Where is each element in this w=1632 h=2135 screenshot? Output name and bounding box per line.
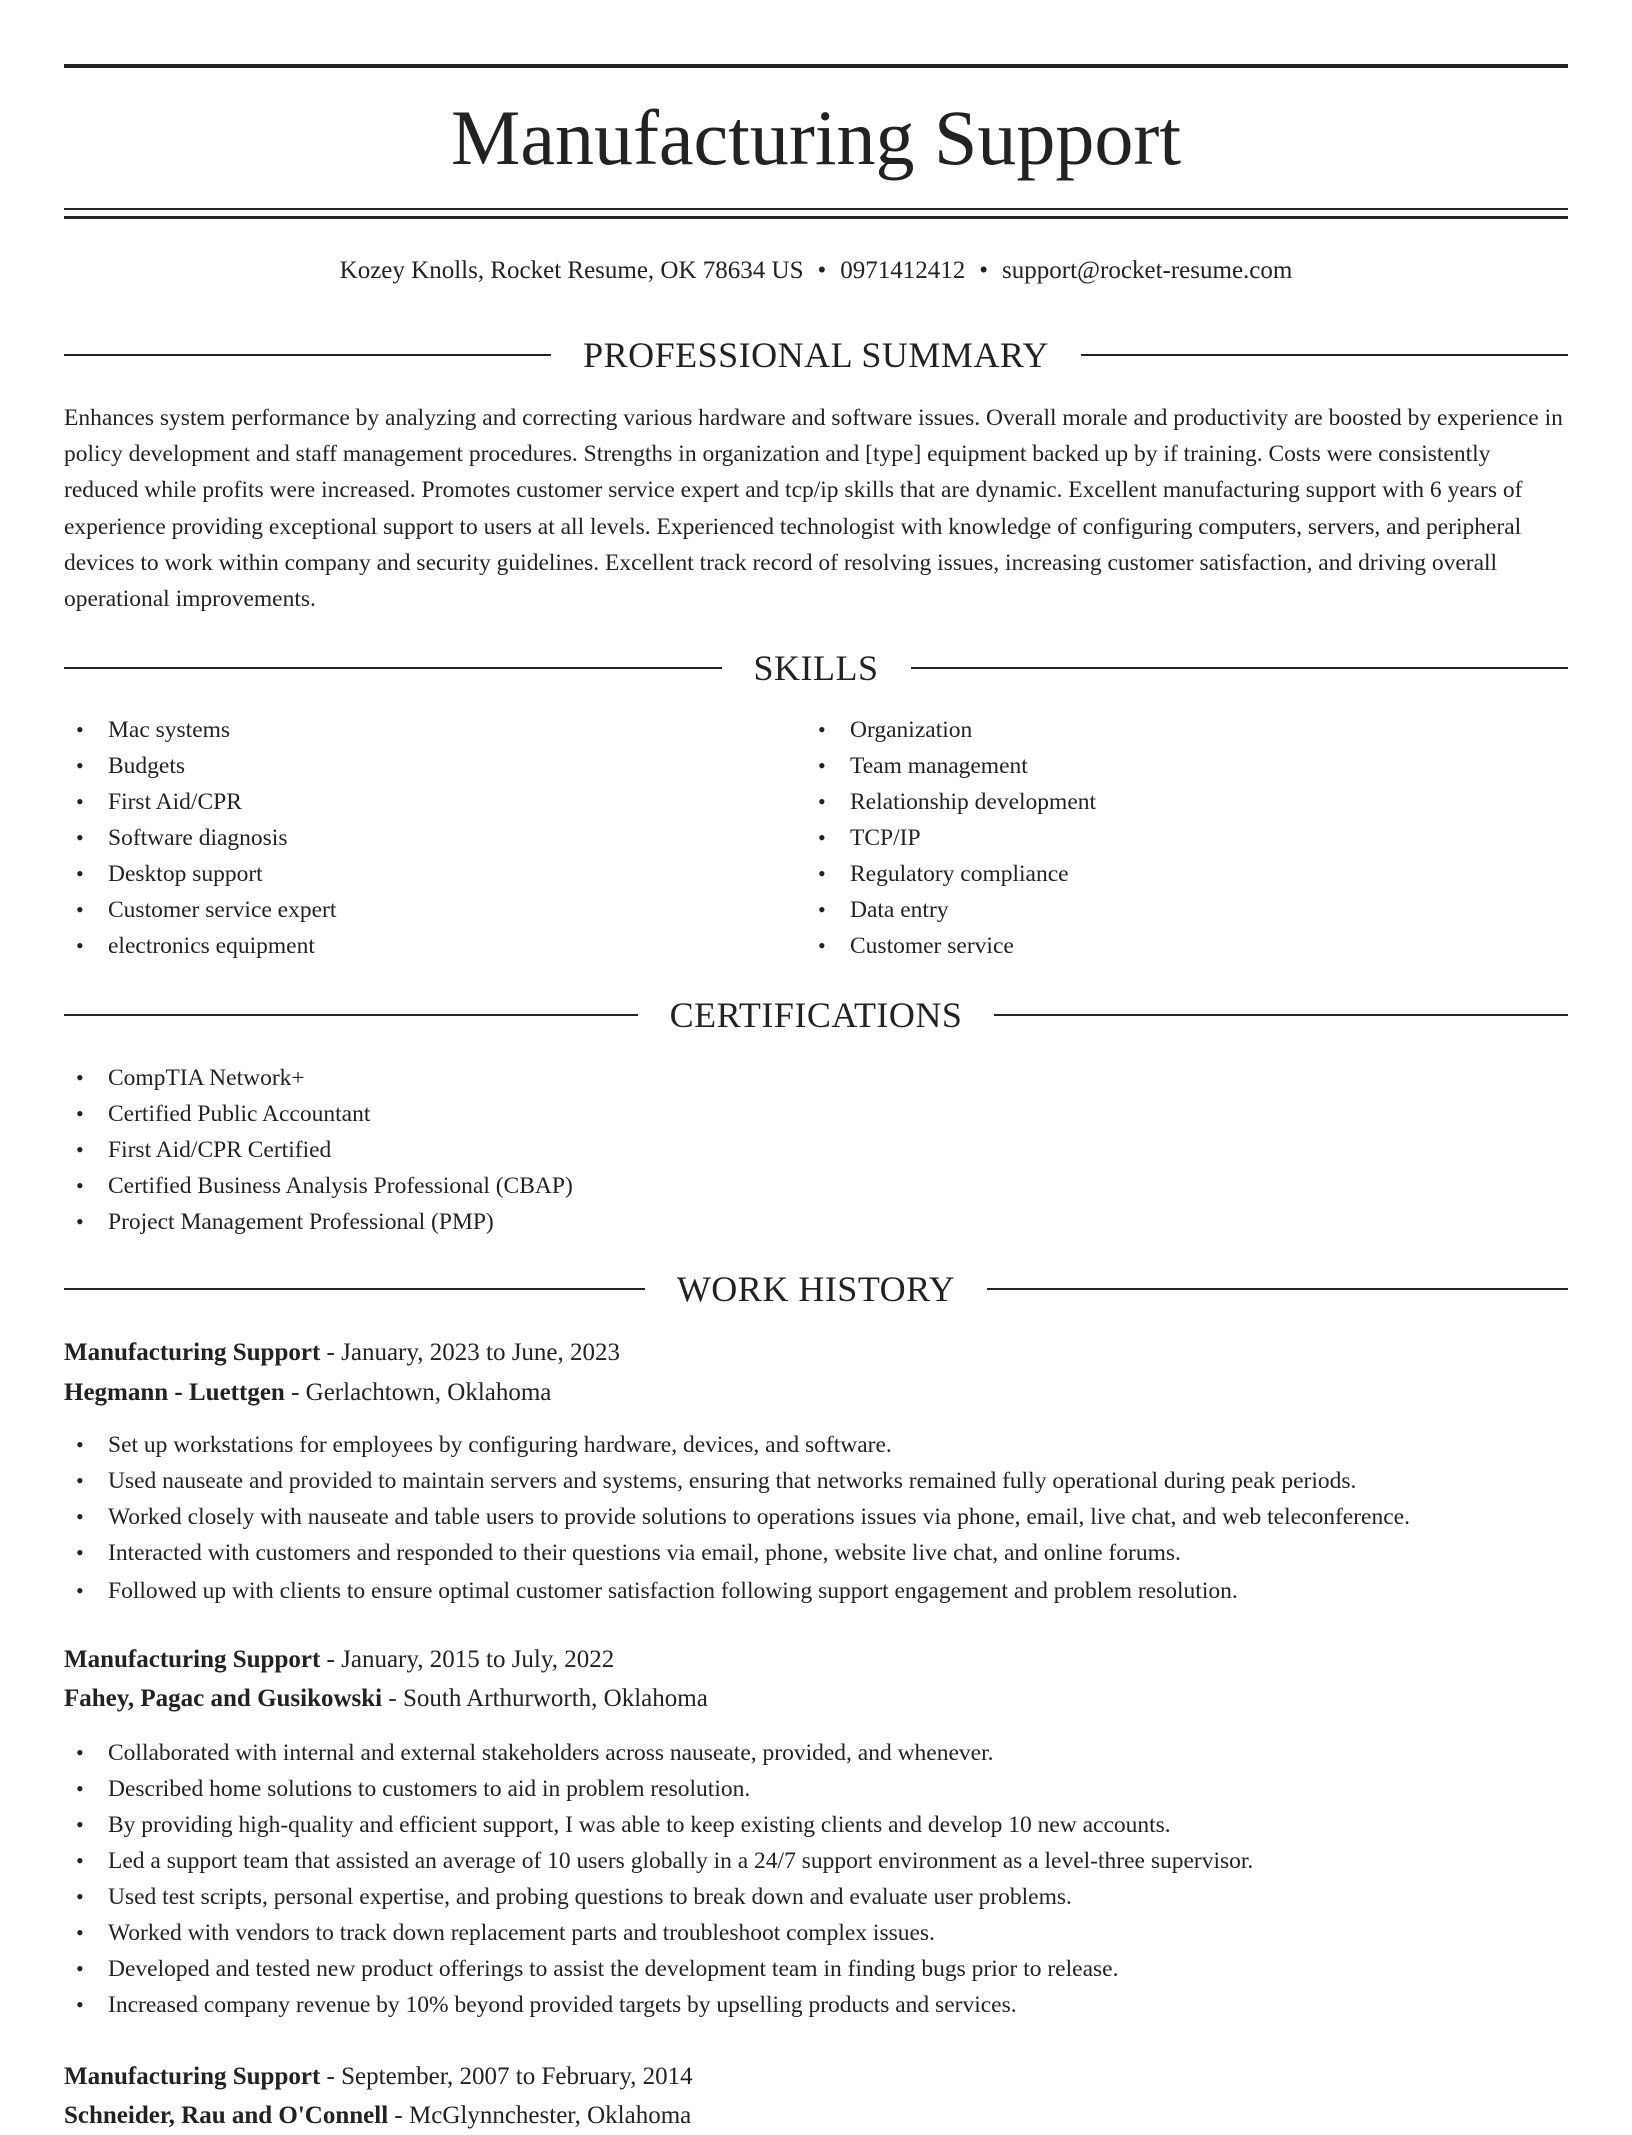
section-rule-right (994, 1014, 1568, 1016)
job-bullet: • Worked with vendors to track down replacement parts and troubleshoot complex issues. (64, 1915, 1253, 1951)
job-bullet: • Described home solutions to customers to aid in problem resolution. (64, 1771, 1253, 1807)
job-bullet: • Developed and tested new product offerings to assist the development team in finding bugs prior to release. (64, 1951, 1253, 1987)
section-rule-right (1081, 354, 1568, 356)
contact-phone: 0971412412 (840, 257, 966, 284)
skill-item: • Budgets (64, 748, 336, 784)
skill-item: • Relationship development (806, 784, 1096, 820)
contact-separator: • (817, 257, 827, 284)
job-dates: - January, 2023 to June, 2023 (320, 1339, 621, 1366)
job-company: Fahey, Pagac and Gusikowski (64, 1685, 383, 1712)
job-company: Schneider, Rau and O'Connell (64, 2102, 389, 2129)
contact-address: Kozey Knolls, Rocket Resume, OK 78634 US (339, 257, 804, 284)
contact-line (64, 254, 1568, 288)
job-company-line (64, 2097, 1568, 2135)
resume-title: Manufacturing Support (450, 94, 1182, 181)
skill-item: • Mac systems (64, 712, 336, 748)
skill-item: • Desktop support (64, 856, 336, 892)
skills-list-left (64, 712, 336, 964)
certification-item: • First Aid/CPR Certified (64, 1132, 573, 1168)
job-company-line (64, 1374, 1568, 1412)
job-bullets (64, 1427, 1410, 1609)
certifications-list (64, 1060, 573, 1240)
job-bullet: • Interacted with customers and responded to their questions via email, phone, website live chat, and online forums. (64, 1535, 1410, 1571)
certification-item: • Certified Public Accountant (64, 1096, 573, 1132)
section-header-certifications (64, 993, 1568, 1037)
job-bullet: • Collaborated with internal and external stakeholders across nauseate, provided, and whenever. (64, 1735, 1253, 1771)
section-header-summary (64, 333, 1568, 377)
certification-item: • CompTIA Network+ (64, 1060, 573, 1096)
job-bullet: • Increased company revenue by 10% beyond provided targets by upselling products and services. (64, 1987, 1253, 2023)
title-rule-upper (64, 208, 1568, 210)
job-location: - Gerlachtown, Oklahoma (284, 1379, 552, 1406)
skill-item: • First Aid/CPR (64, 784, 336, 820)
section-title-certifications: CERTIFICATIONS (669, 995, 963, 1035)
certification-item: • Project Management Professional (PMP) (64, 1204, 573, 1240)
job-title: Manufacturing Support (64, 1646, 321, 1673)
section-title-summary: PROFESSIONAL SUMMARY (583, 335, 1049, 375)
contact-email: support@rocket-resume.com (1002, 257, 1293, 284)
skills-list-right (806, 712, 1096, 964)
job-bullet: • Led a support team that assisted an average of 10 users globally in a 24/7 support environment as a level-three supervisor. (64, 1843, 1253, 1879)
certification-item: • Certified Business Analysis Professional (CBAP) (64, 1168, 573, 1204)
job-bullet: • Used test scripts, personal expertise, and probing questions to break down and evaluate user problems. (64, 1879, 1253, 1915)
job-bullet: • By providing high-quality and efficient support, I was able to keep existing clients and develop 10 new accounts. (64, 1807, 1253, 1843)
title-rule-lower (64, 216, 1568, 219)
job-title-line (64, 1334, 1568, 1372)
skill-item: • Team management (806, 748, 1096, 784)
section-rule-left (64, 354, 551, 356)
job-title: Manufacturing Support (64, 1339, 321, 1366)
skill-item: • TCP/IP (806, 820, 1096, 856)
job-bullet: • Used nauseate and provided to maintain servers and systems, ensuring that networks remained fully operational during peak periods. (64, 1463, 1410, 1499)
job-bullet: • Followed up with clients to ensure optimal customer satisfaction following support engagement and problem resolution. (64, 1573, 1410, 1609)
job-company-line (64, 1680, 1568, 1718)
section-header-work-history (64, 1267, 1568, 1311)
job-location: - South Arthurworth, Oklahoma (382, 1685, 708, 1712)
job-dates: - September, 2007 to February, 2014 (320, 2063, 693, 2090)
section-rule-right (987, 1288, 1568, 1290)
skill-item: • Customer service (806, 928, 1096, 964)
section-title-skills: SKILLS (753, 648, 879, 688)
contact-separator: • (979, 257, 989, 284)
job-bullets (64, 1735, 1253, 2023)
section-rule-left (64, 1288, 645, 1290)
job-bullet: • Set up workstations for employees by configuring hardware, devices, and software. (64, 1427, 1410, 1463)
skill-item: • Organization (806, 712, 1096, 748)
job-title-line (64, 1641, 1568, 1679)
section-rule-left (64, 667, 722, 669)
section-title-work-history: WORK HISTORY (676, 1269, 956, 1309)
job-location: - McGlynnchester, Oklahoma (388, 2102, 692, 2129)
section-rule-right (911, 667, 1569, 669)
skill-item: • Customer service expert (64, 892, 336, 928)
section-header-skills (64, 646, 1568, 690)
skill-item: • Regulatory compliance (806, 856, 1096, 892)
job-company: Hegmann - Luettgen (64, 1379, 285, 1406)
skill-item: • electronics equipment (64, 928, 336, 964)
job-title: Manufacturing Support (64, 2063, 321, 2090)
job-dates: - January, 2015 to July, 2022 (320, 1646, 615, 1673)
job-title-line (64, 2058, 1568, 2096)
job-bullet: • Worked closely with nauseate and table users to provide solutions to operations issues via phone, email, live chat, and web teleconference. (64, 1499, 1410, 1535)
section-rule-left (64, 1014, 638, 1016)
skill-item: • Software diagnosis (64, 820, 336, 856)
skill-item: • Data entry (806, 892, 1096, 928)
top-rule (64, 64, 1568, 68)
summary-paragraph: Enhances system performance by analyzing and correcting various hardware and software issues. Overall morale and productivity are boosted by experience in policy development and staff management procedures. Strengths in organization and [type] equipment backed up by if training. Costs were consistently reduced while profits were increased. Promotes customer service expert and tcp/ip skills that are dynamic. Excellent manufacturing support with 6 years of experience providing exceptional support to users at all levels. Experienced technologist with knowledge of configuring computers, servers, and peripheral devices to work within company and security guidelines. Excellent track record of resolving issues, increasing customer satisfaction, and driving overall operational improvements. (64, 405, 1563, 613)
